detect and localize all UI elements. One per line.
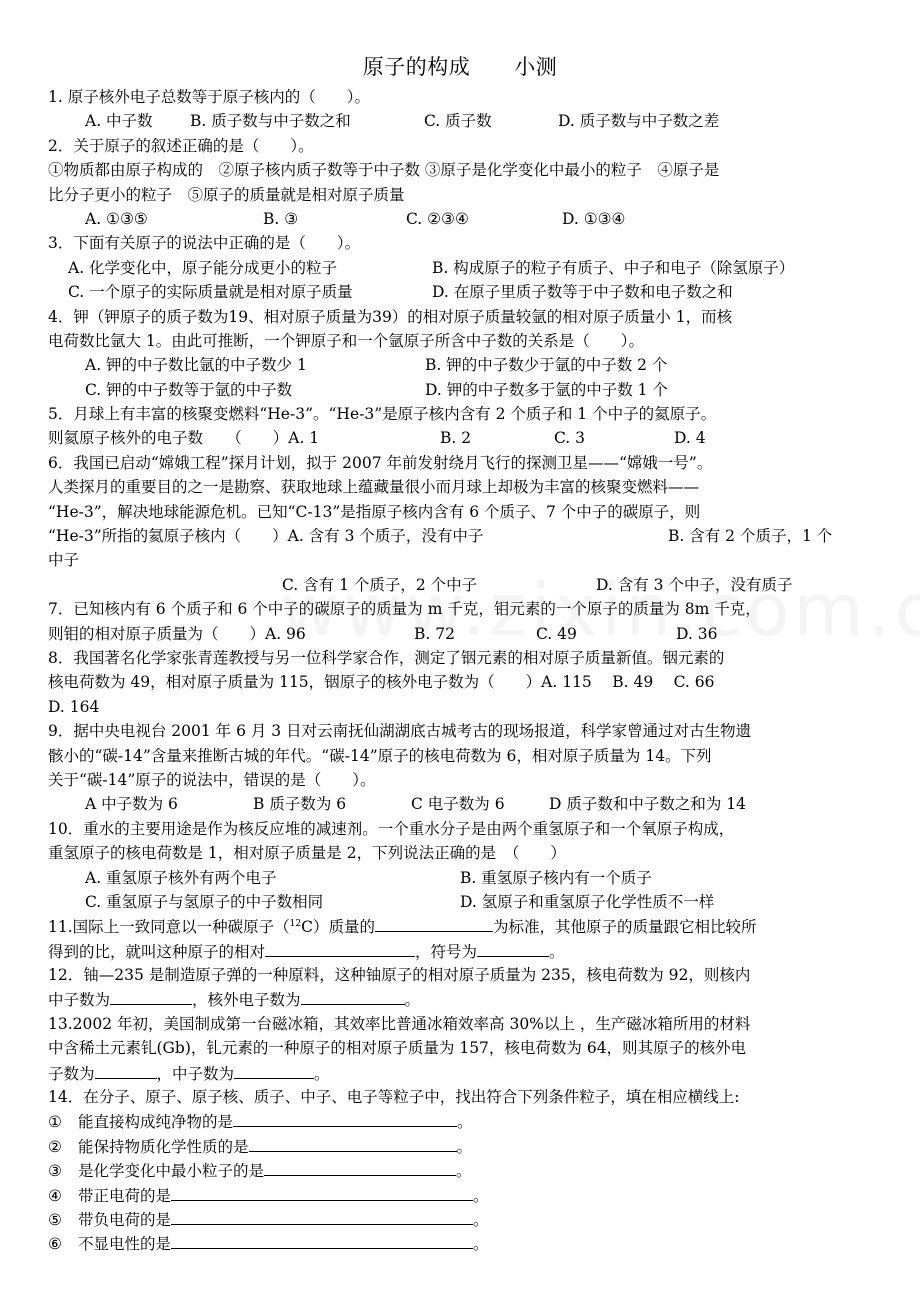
q11-text: 得到的比，就叫这种原子的相对 xyxy=(48,942,266,961)
q11-blank-2[interactable] xyxy=(265,939,415,957)
q4-line: 4．钾（钾原子的质子数为19、相对原子质量为39）的相对原子质量较氩的相对原子质量小 1，而核 xyxy=(48,307,733,326)
q6-line: 人类探月的重要目的之一是勘察、获取地球上蕴藏量很小而月球上却极为丰富的核聚变燃料—— xyxy=(48,478,700,497)
page-title xyxy=(0,52,920,82)
q3-option-a: A. 化学变化中，原子能分成更小的粒子 xyxy=(68,258,338,277)
q10-option-d: D. 氢原子和重氢原子化学性质不一样 xyxy=(460,892,715,911)
q4-line: 电荷数比氩大 1。由此可推断，一个钾原子和一个氩原子所含中子数的关系是（ ）。 xyxy=(48,331,645,350)
q2-option-d: D. ①③④ xyxy=(562,209,626,228)
q9-line: 骸小的“碳-14”含量来推断古城的年代。“碳-14”原子的核电荷数为 6，相对原子质量为 14。下列 xyxy=(48,746,712,765)
q10-option-b: B. 重氢原子核内有一个质子 xyxy=(460,868,652,887)
q14-item-text: 能直接构成纯净物的是 xyxy=(78,1113,234,1132)
q4-option-a: A. 钾的中子数比氩的中子数少 1 xyxy=(85,356,307,375)
q5-option-d: D. 4 xyxy=(674,429,706,448)
q14-item-number: ② xyxy=(48,1137,62,1156)
q1-option-c: C. 质子数 xyxy=(424,112,492,131)
q9-option-c: C 电子数为 6 xyxy=(411,795,505,814)
q10-option-c: C. 重氢原子与氢原子的中子数相同 xyxy=(85,892,324,911)
q14-item-number: ⑤ xyxy=(48,1210,62,1229)
q11-superscript: 12 xyxy=(289,919,302,930)
q14-item xyxy=(48,1207,878,1231)
q11-text: ，符号为 xyxy=(415,942,478,961)
q3-option-d: D. 在原子里质子数等于中子数和电子数之和 xyxy=(432,283,733,302)
q14-item-text: 是化学变化中最小粒子的是 xyxy=(78,1162,265,1181)
q6-option-b: B. 含有 2 个质子，1 个 xyxy=(668,527,833,546)
q11-text: C）质量的 xyxy=(301,918,375,937)
q7-option-c: C. 49 xyxy=(536,624,577,643)
q14-item xyxy=(48,1134,878,1158)
q11-line xyxy=(48,939,878,963)
q14-item xyxy=(48,1231,878,1255)
q14-item-number: ④ xyxy=(48,1186,62,1205)
q8-line: D. 164 xyxy=(48,697,100,716)
q8-line: 核电荷数为 49，相对原子质量为 115，铟原子的核外电子数为（ ）A. 115 B. 49 C. 66 xyxy=(48,673,715,692)
q11-text: 11.国际上一致同意以一种碳原子（ xyxy=(48,918,290,937)
q9-line: 9．据中央电视台 2001 年 6 月 3 日对云南抚仙湖湖底古城考古的现场报道，科学家曾通过对古生物遗 xyxy=(48,722,752,741)
q3-option-c: C. 一个原子的实际质量就是相对原子质量 xyxy=(68,283,353,302)
q14-item xyxy=(48,1109,878,1133)
q14-item xyxy=(48,1183,878,1207)
q9-options xyxy=(48,792,878,816)
q14-item-end: 。 xyxy=(457,1113,473,1132)
q4-option-b: B. 钾的中子数少于氩的中子数 2 个 xyxy=(425,356,668,375)
q13-text: 子数为 xyxy=(48,1064,95,1083)
q12-text: 中子数为 xyxy=(48,991,111,1010)
q13-text: ，中子数为 xyxy=(156,1064,235,1083)
q2-line: ①物质都由原子构成的 ②原子核内质子数等于中子数 ③原子是化学变化中最小的粒子 ④原子是 xyxy=(48,161,720,180)
q3-stem: 3．下面有关原子的说法中正确的是（ ）。 xyxy=(48,234,361,253)
q4-option-c: C. 钾的中子数等于氩的中子数 xyxy=(85,380,293,399)
q9-option-d: D 质子数和中子数之和为 14 xyxy=(549,795,747,814)
q4-options-ab xyxy=(48,353,878,377)
q1-option-a: A. 中子数 xyxy=(85,112,153,131)
q6-line: “He-3”，解决地球能源危机。已知“C-13”是指原子核内含有 6 个质子、7 个中子的碳原子，则 xyxy=(48,502,701,521)
q2-options xyxy=(48,207,878,231)
q10-line: 10．重水的主要用途是作为核反应堆的减速剂。一个重水分子是由两个重氢原子和一个氧原子构成， xyxy=(48,819,735,838)
q1-stem: 1. 原子核外电子总数等于原子核内的（ ）。 xyxy=(48,88,370,106)
q5-option-c: C. 3 xyxy=(554,429,586,448)
q10-options-cd xyxy=(48,890,878,914)
q2-stem: 2．关于原子的叙述正确的是（ ）。 xyxy=(48,136,314,155)
q9-option-b: B 质子数为 6 xyxy=(253,795,347,814)
q11-blank-3[interactable] xyxy=(477,939,549,957)
q14-blank[interactable] xyxy=(233,1109,457,1127)
q6-options-cd xyxy=(48,573,878,597)
q12-blank-2[interactable] xyxy=(301,987,405,1005)
q6-line: 中子 xyxy=(48,551,80,570)
q7-line-options xyxy=(48,622,878,646)
q4-options-cd xyxy=(48,378,878,402)
q2-option-c: C. ②③④ xyxy=(406,209,469,228)
q13-line xyxy=(48,1061,878,1085)
q13-blank-1[interactable] xyxy=(95,1061,157,1079)
q14-blank[interactable] xyxy=(171,1231,473,1249)
q1-options xyxy=(48,109,878,133)
q14-item-number: ⑥ xyxy=(48,1235,62,1254)
q5-option-a: 则氦原子核外的电子数 （ ）A. 1 xyxy=(48,429,320,448)
q7-option-b: B. 72 xyxy=(414,624,455,643)
q14-item xyxy=(48,1158,878,1182)
q14-stem: 14．在分子、原子、原子核、质子、中子、电子等粒子中，找出符合下列条件粒子，填在相应横线上: xyxy=(48,1088,740,1107)
q11-blank-1[interactable] xyxy=(375,914,493,932)
q5-option-b: B. 2 xyxy=(440,429,472,448)
q1-option-b: B. 质子数与中子数之和 xyxy=(190,112,351,131)
q7-option-a: 则钼的相对原子质量为（ ）A. 96 xyxy=(48,624,306,643)
title-sub: 小测 xyxy=(514,55,558,79)
q7-option-d: D. 36 xyxy=(676,624,718,643)
q6-option-d: D. 含有 3 个中子，没有质子 xyxy=(596,575,793,594)
q11-text: 。 xyxy=(549,942,565,961)
q2-line: 比分子更小的粒子 ⑤原子的质量就是相对原子质量 xyxy=(48,185,405,204)
q6-line-options xyxy=(48,524,878,548)
q14-item-end: 。 xyxy=(456,1162,472,1181)
q2-option-a: A. ①③⑤ xyxy=(85,209,148,228)
q10-line: 重氢原子的核电荷数是 1，相对原子质量是 2，下列说法正确的是 （ ） xyxy=(48,844,566,863)
q13-blank-2[interactable] xyxy=(234,1061,314,1079)
q6-line: 6．我国已启动“嫦娥工程”探月计划，拟于 2007 年前发射绕月飞行的探测卫星——“嫦娥一号”。 xyxy=(48,453,713,472)
q13-text: 。 xyxy=(314,1064,330,1083)
q14-item-number: ① xyxy=(48,1113,62,1132)
q13-line: 13.2002 年初，美国制成第一台磁冰箱，其效率比普通冰箱效率高 30%以上 ，生产磁冰箱所用的材料 xyxy=(48,1014,751,1033)
q13-line: 中含稀土元素钆(Gb)，钆元素的一种原子的相对原子质量为 157，核电荷数为 64，则其原子的核外电 xyxy=(48,1039,747,1058)
q12-line xyxy=(48,987,878,1011)
q10-option-a: A. 重氢原子核外有两个电子 xyxy=(85,868,277,887)
q14-item-end: 。 xyxy=(456,1137,473,1156)
q14-item-end: 。 xyxy=(473,1186,489,1205)
q5-line-options xyxy=(48,426,878,450)
title-main: 原子的构成 xyxy=(362,55,471,79)
q6-option-a: “He-3”所指的氦原子核内（ ）A. 含有 3 个质子，没有中子 xyxy=(48,527,484,546)
q7-line: 7．已知核内有 6 个质子和 6 个中子的碳原子的质量为 m 千克，钼元素的一个原子的质量为 8m 千克， xyxy=(48,600,761,619)
q9-option-a: A 中子数为 6 xyxy=(85,795,178,814)
q1-option-d: D. 质子数与中子数之差 xyxy=(558,112,720,131)
q3-options-ab xyxy=(48,256,878,280)
q14-item-text: 带负电荷的是 xyxy=(78,1210,172,1229)
q14-blank[interactable] xyxy=(171,1207,473,1225)
q11-text: 为标准，其他原子的质量跟它相比较所 xyxy=(492,918,757,937)
q12-text: ，核外电子数为 xyxy=(192,991,301,1010)
q4-option-d: D. 钾的中子数多于氩的中子数 1 个 xyxy=(425,380,668,399)
q3-option-b: B. 构成原子的粒子有质子、中子和电子（除氢原子） xyxy=(432,258,795,277)
q14-item-text: 不显电性的是 xyxy=(78,1235,172,1254)
q8-line: 8．我国著名化学家张青莲教授与另一位科学家合作，测定了铟元素的相对原子质量新值。铟元素的 xyxy=(48,648,725,667)
q2-option-b: B. ③ xyxy=(263,209,299,228)
q6-option-c: C. 含有 1 个质子，2 个中子 xyxy=(282,575,478,594)
q12-blank-1[interactable] xyxy=(110,987,192,1005)
q14-item-text: 能保持物质化学性质的是 xyxy=(78,1137,249,1156)
q14-blank[interactable] xyxy=(264,1158,456,1176)
q14-blank[interactable] xyxy=(249,1134,457,1152)
q14-item-end: 。 xyxy=(473,1235,489,1254)
q12-text: 。 xyxy=(404,991,421,1010)
q5-line: 5．月球上有丰富的核聚变燃料“He-3”。“He-3”是原子核内含有 2 个质子和 1 个中子的氦原子。 xyxy=(48,405,717,424)
q9-line: 关于“碳-14”原子的说法中，错误的是（ ）。 xyxy=(48,770,376,789)
q10-options-ab xyxy=(48,866,878,890)
q14-item-number: ③ xyxy=(48,1162,62,1181)
q14-item-text: 带正电荷的是 xyxy=(78,1186,172,1205)
q12-line: 12．铀—235 是制造原子弹的一种原料，这种铀原子的相对原子质量为 235，核电荷数为 92，则核内 xyxy=(48,966,751,985)
q14-item-end: 。 xyxy=(473,1210,489,1229)
q11-line xyxy=(48,914,878,938)
q14-blank[interactable] xyxy=(171,1183,473,1201)
q3-options-cd xyxy=(48,280,878,304)
questions xyxy=(48,85,878,1256)
